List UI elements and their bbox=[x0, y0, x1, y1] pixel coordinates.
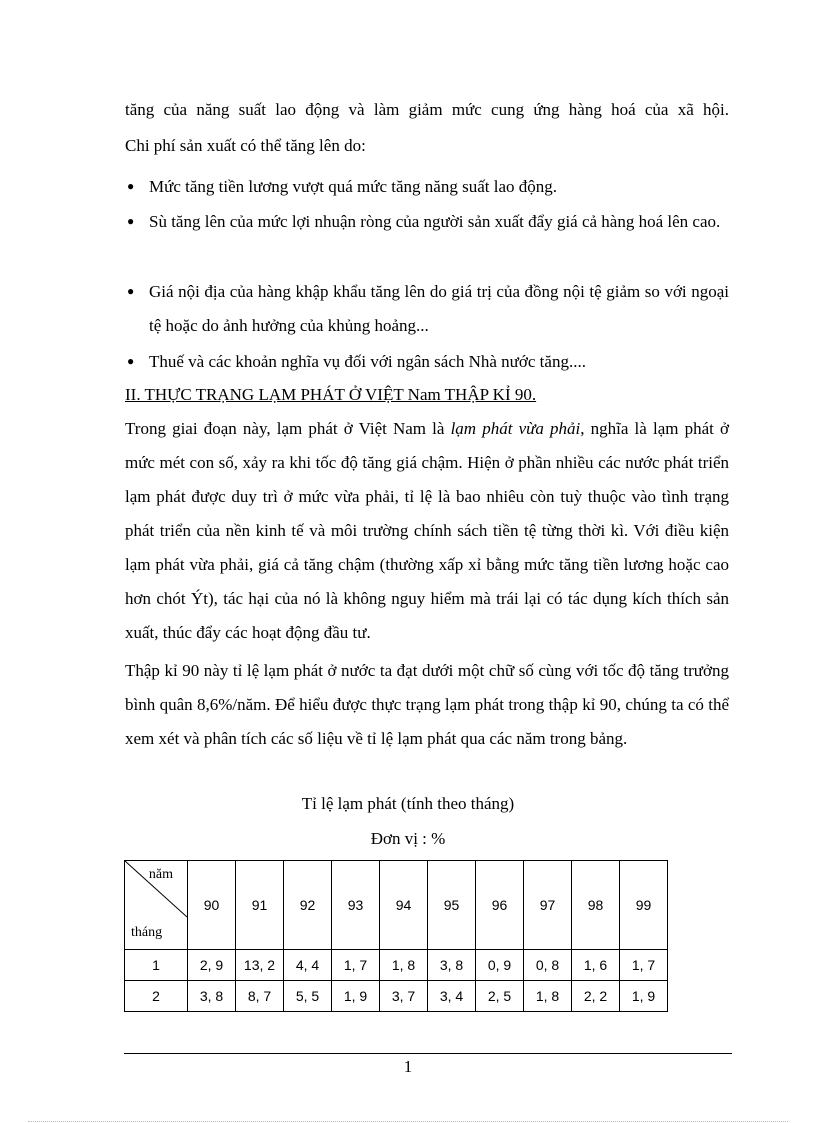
paragraph-2: Thập kỉ 90 này tỉ lệ lạm phát ở nước ta đạt dưới một chữ số cùng với tốc độ tăng trưởng bình quân 8,6%/năm. Để hiểu được thực trạng lạm phát trong thập kỉ 90, chúng ta có thể xem xét và phân tích các số liệu về tỉ lệ lạm phát qua các năm trong bảng. bbox=[125, 661, 729, 748]
table-unit: Đơn vị : % bbox=[370, 829, 446, 848]
rate-cell: 1, 8 bbox=[524, 981, 572, 1012]
bullet-item-2: Sù tăng lên của mức lợi nhuận ròng của người sản xuất đẩy giá cả hàng hoá lên cao. bbox=[149, 212, 721, 231]
year-header: 99 bbox=[620, 861, 668, 950]
intro-line-1: tăng của năng suất lao động và làm giảm mức cung ứng hàng hoá của xã hội. bbox=[125, 100, 729, 119]
table-header-row bbox=[125, 861, 668, 950]
rate-cell: 1, 7 bbox=[620, 950, 668, 981]
corner-label-month: tháng bbox=[131, 925, 163, 940]
rate-cell: 3, 8 bbox=[428, 950, 476, 981]
page-number: 1 bbox=[403, 1057, 413, 1076]
bullet-icon: ● bbox=[127, 214, 135, 228]
rate-cell: 13, 2 bbox=[236, 950, 284, 981]
paragraph-1-rest: , nghĩa là lạm phát ở mức mét con số, xảy ra khi tốc độ tăng giá chậm. Hiện ở phần nhiều các nước phát triển lạm phát được duy trì ở mức vừa phải, tỉ lệ là bao nhiêu còn tuỳ thuộc vào tình trạng phát triển của nền kinh tế và môi trường chính sách tiền tệ từng thời kì. Với điều kiện lạm phát vừa phải, giá cả tăng chậm (thường xấp xỉ bằng mức tăng tiền lương hoặc cao hơn chót Ýt), tác hại của nó là không nguy hiểm mà trái lại có tác dụng kích thích sản xuất, thúc đẩy các hoạt động đầu tư. bbox=[125, 419, 729, 642]
year-header: 98 bbox=[572, 861, 620, 950]
inflation-table bbox=[124, 860, 668, 1012]
table-title: Tỉ lệ lạm phát (tính theo tháng) bbox=[301, 794, 515, 813]
page-bottom-edge bbox=[28, 1121, 788, 1122]
rate-cell: 4, 4 bbox=[284, 950, 332, 981]
rate-cell: 1, 9 bbox=[332, 981, 380, 1012]
rate-cell: 1, 6 bbox=[572, 950, 620, 981]
paragraph-1 bbox=[125, 412, 729, 650]
table-row bbox=[125, 981, 668, 1012]
section-heading: II. THỰC TRẠNG LẠM PHÁT Ở VIỆT Nam THẬP KỈ 90. bbox=[125, 385, 537, 404]
rate-cell: 3, 4 bbox=[428, 981, 476, 1012]
paragraph-1-start: Trong giai đoạn này, lạm phát ở Việt Nam là bbox=[125, 419, 451, 438]
bullet-icon: ● bbox=[127, 354, 135, 368]
year-header: 95 bbox=[428, 861, 476, 950]
bullet-icon: ● bbox=[127, 179, 135, 193]
rate-cell: 1, 9 bbox=[620, 981, 668, 1012]
rate-cell: 1, 7 bbox=[332, 950, 380, 981]
table-row bbox=[125, 950, 668, 981]
rate-cell: 8, 7 bbox=[236, 981, 284, 1012]
year-header: 93 bbox=[332, 861, 380, 950]
rate-cell: 3, 8 bbox=[188, 981, 236, 1012]
rate-cell: 5, 5 bbox=[284, 981, 332, 1012]
footer-divider bbox=[124, 1053, 732, 1054]
table-corner-cell bbox=[125, 861, 188, 950]
month-cell: 1 bbox=[125, 950, 188, 981]
year-header: 97 bbox=[524, 861, 572, 950]
rate-cell: 2, 2 bbox=[572, 981, 620, 1012]
intro-line-2: Chi phí sản xuất có thể tăng lên do: bbox=[125, 136, 366, 155]
rate-cell: 3, 7 bbox=[380, 981, 428, 1012]
year-header: 94 bbox=[380, 861, 428, 950]
corner-label-year: năm bbox=[148, 867, 173, 882]
paragraph-1-italic: lạm phát vừa phải bbox=[450, 419, 581, 438]
year-header: 92 bbox=[284, 861, 332, 950]
year-header: 91 bbox=[236, 861, 284, 950]
month-cell: 2 bbox=[125, 981, 188, 1012]
rate-cell: 0, 8 bbox=[524, 950, 572, 981]
bullet-item-4: Thuế và các khoản nghĩa vụ đối với ngân sách Nhà nước tăng.... bbox=[149, 352, 586, 371]
bullet-item-1: Mức tăng tiền lương vượt quá mức tăng năng suất lao động. bbox=[149, 177, 557, 196]
rate-cell: 0, 9 bbox=[476, 950, 524, 981]
bullet-item-3: Giá nội địa của hàng khập khẩu tăng lên do giá trị của đồng nội tệ giảm so với ngoại tệ hoặc do ảnh hưởng của khủng hoảng... bbox=[149, 282, 729, 335]
rate-cell: 2, 5 bbox=[476, 981, 524, 1012]
year-header: 90 bbox=[188, 861, 236, 950]
rate-cell: 1, 8 bbox=[380, 950, 428, 981]
bullet-icon: ● bbox=[127, 284, 135, 298]
rate-cell: 2, 9 bbox=[188, 950, 236, 981]
year-header: 96 bbox=[476, 861, 524, 950]
